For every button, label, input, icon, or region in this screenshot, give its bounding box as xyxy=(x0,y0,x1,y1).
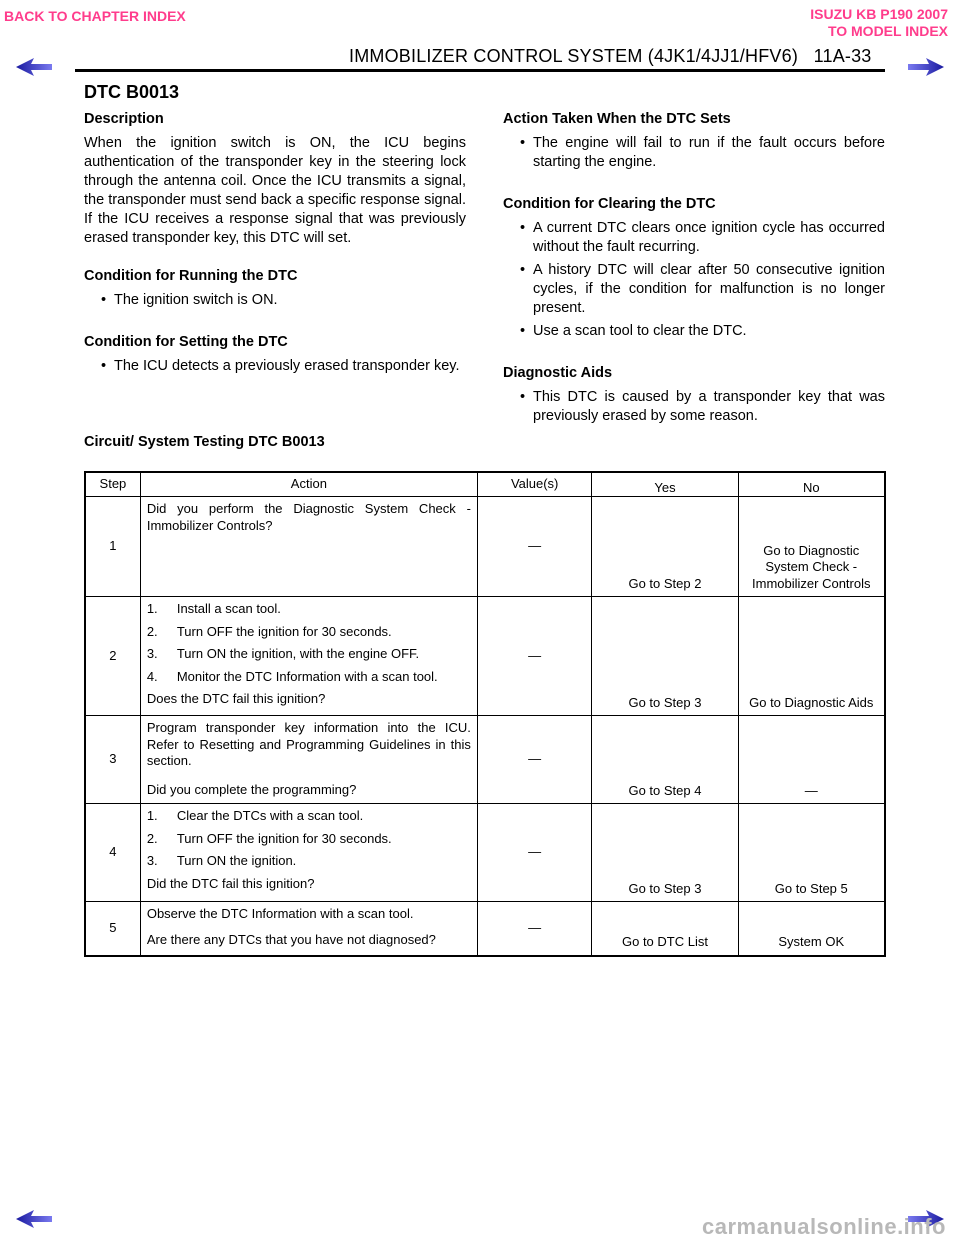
aids-item: • This DTC is caused by a transponder key that was previously erased by some reason. xyxy=(520,389,885,424)
step-number: 1 xyxy=(85,497,140,597)
list-item: 4. Monitor the DTC Information with a scan tool. xyxy=(146,668,438,684)
list-item: 2. Turn OFF the ignition for 30 seconds. xyxy=(146,623,392,639)
header-values: Value(s) xyxy=(477,472,592,497)
action-heading: Action Taken When the DTC Sets xyxy=(503,111,731,127)
section-title: DTC B0013 xyxy=(84,82,180,102)
step-value: — xyxy=(477,597,592,716)
step-action xyxy=(140,804,477,902)
aids-heading: Diagnostic Aids xyxy=(503,365,613,381)
clearing-item: • Use a scan tool to clear the DTC. xyxy=(520,323,747,339)
step-value: — xyxy=(477,902,592,956)
diagnostic-table xyxy=(84,471,886,957)
description-text: When the ignition switch is ON, the ICU begins authentication of the transponder key in the steering lock through the antenna coil. Once the ICU transmits a signal, the transponder must send back a specific response signal. If the ICU receives a response signal that was previously erased transponder key, this DTC will set. xyxy=(84,135,466,246)
step-action xyxy=(140,597,477,716)
step-question: Does the DTC fail this ignition? xyxy=(146,691,326,706)
step-no: — xyxy=(738,716,885,804)
right-column xyxy=(503,110,885,430)
circuit-testing-title: Circuit/ System Testing DTC B0013 xyxy=(84,434,325,450)
step-yes: Go to Step 4 xyxy=(592,716,738,804)
watermark-text: carmanualsonline.info xyxy=(702,1214,946,1239)
step-action xyxy=(140,902,477,956)
step-yes: Go to Step 3 xyxy=(592,804,738,902)
table-row xyxy=(85,597,885,716)
step-value: — xyxy=(477,804,592,902)
next-page-arrow-icon[interactable] xyxy=(906,56,946,78)
prev-page-arrow-icon[interactable] xyxy=(14,56,54,78)
step-instruction: Observe the DTC Information with a scan tool. xyxy=(146,906,414,921)
step-yes: Go to Step 2 xyxy=(592,497,738,597)
step-no: System OK xyxy=(738,902,885,956)
step-no: Go to Diagnostic Aids xyxy=(738,597,885,716)
step-question: Are there any DTCs that you have not diagnosed? xyxy=(146,931,436,947)
step-value: — xyxy=(477,716,592,804)
step-yes: Go to Step 3 xyxy=(592,597,738,716)
clearing-heading: Condition for Clearing the DTC xyxy=(503,196,716,212)
step-number: 2 xyxy=(85,597,140,716)
step-number: 4 xyxy=(85,804,140,902)
table-row xyxy=(85,716,885,804)
setting-item: • The ICU detects a previously erased transponder key. xyxy=(101,358,460,374)
header-yes: Yes xyxy=(592,472,738,497)
clearing-item: • A history DTC will clear after 50 consecutive ignition cycles, if the condition for malfunction is no longer present. xyxy=(520,262,885,316)
left-column xyxy=(84,110,466,380)
step-question: Did the DTC fail this ignition? xyxy=(146,875,315,891)
prev-page-arrow-bottom-icon[interactable] xyxy=(14,1208,54,1230)
table-row xyxy=(85,497,885,597)
model-index-nav xyxy=(810,6,948,40)
back-to-chapter-link[interactable]: BACK TO CHAPTER INDEX xyxy=(4,8,186,24)
header-action: Action xyxy=(140,472,477,497)
list-item: 3. Turn ON the ignition, with the engine OFF. xyxy=(146,646,420,661)
step-instruction-list xyxy=(147,808,471,870)
header-step: Step xyxy=(85,472,140,497)
to-model-index-link[interactable]: TO MODEL INDEX xyxy=(827,23,948,39)
setting-heading: Condition for Setting the DTC xyxy=(84,334,288,350)
step-number: 3 xyxy=(85,716,140,804)
table-header-row xyxy=(85,472,885,497)
list-item: 1. Install a scan tool. xyxy=(146,601,281,616)
description-heading: Description xyxy=(84,111,164,127)
page-header-title: IMMOBILIZER CONTROL SYSTEM (4JK1/4JJ1/HFV6) 11A-33 xyxy=(349,46,872,66)
step-yes: Go to DTC List xyxy=(592,902,738,956)
step-instruction: Program transponder key information into the ICU. Refer to Resetting and Programming Guidelines in this section. xyxy=(146,720,471,768)
step-question: Did you complete the programming? xyxy=(146,781,357,797)
table-row xyxy=(85,804,885,902)
step-value: — xyxy=(477,497,592,597)
brand-label: ISUZU KB P190 2007 xyxy=(810,6,948,22)
step-number: 5 xyxy=(85,902,140,956)
list-item: 1. Clear the DTCs with a scan tool. xyxy=(146,808,364,823)
action-item: • The engine will fail to run if the fault occurs before starting the engine. xyxy=(520,135,885,170)
running-heading: Condition for Running the DTC xyxy=(84,268,298,284)
list-item: 3. Turn ON the ignition. xyxy=(146,853,297,868)
running-item: • The ignition switch is ON. xyxy=(101,292,278,308)
step-action: Did you perform the Diagnostic System Check - Immobilizer Controls? xyxy=(140,497,477,597)
step-action xyxy=(140,716,477,804)
step-no: Go to Step 5 xyxy=(738,804,885,902)
step-instruction-list xyxy=(147,601,471,685)
step-no: Go to Diagnostic System Check - Immobilizer Controls xyxy=(738,497,885,597)
clearing-item: • A current DTC clears once ignition cycle has occurred without the fault recurring. xyxy=(520,220,885,255)
header-divider xyxy=(75,69,885,72)
table-row xyxy=(85,902,885,956)
list-item: 2. Turn OFF the ignition for 30 seconds. xyxy=(146,830,392,846)
header-no: No xyxy=(738,472,885,497)
